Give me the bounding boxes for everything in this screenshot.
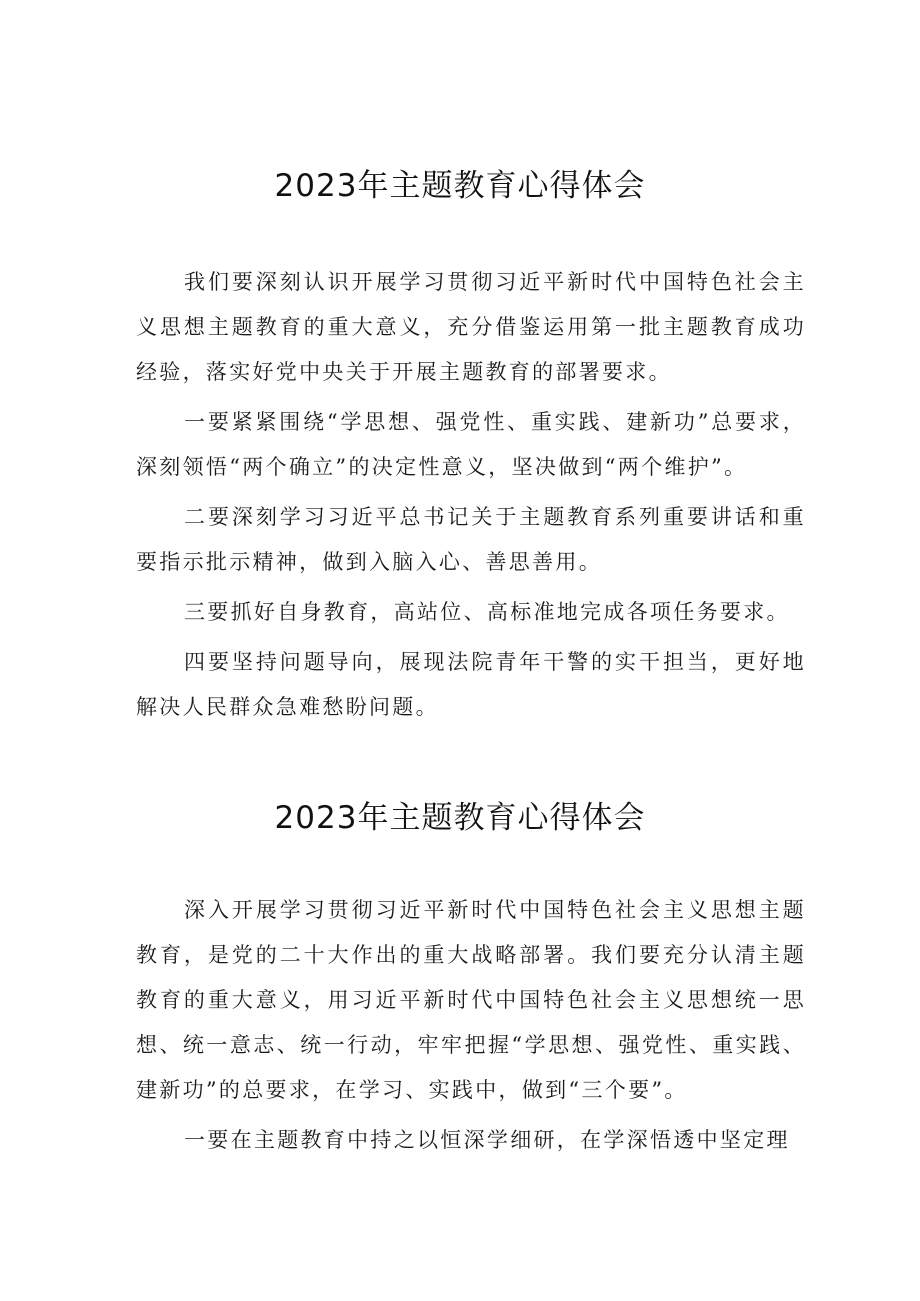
section-1-paragraph-4: 三要抓好自身教育，高站位、高标准地完成各项任务要求。: [184, 600, 790, 624]
section-2-title: 2023年主题教育心得体会: [274, 800, 646, 836]
section-1-paragraph-2: 一要紧紧围绕“学思想、强党性、重实践、建新功”总要求，深刻领悟“两个确立”的决定性意义，坚决做到“两个维护”。: [136, 410, 806, 479]
section-2-body: [136, 888, 806, 1168]
section-1-paragraph-5: 四要坚持问题导向，展现法院青年干警的实干担当，更好地解决人民群众急难愁盼问题。: [136, 650, 806, 719]
section-2-paragraph-1: 深入开展学习贯彻习近平新时代中国特色社会主义思想主题教育，是党的二十大作出的重大战略部署。我们要充分认清主题教育的重大意义，用习近平新时代中国特色社会主义思想统一思想、统一意志、统一行动，牢牢把握“学思想、强党性、重实践、建新功”的总要求，在学习、实践中，做到“三个要”。: [136, 898, 806, 1102]
section-1-body: [136, 260, 806, 735]
section-1-title: 2023年主题教育心得体会: [274, 168, 646, 204]
section-1-paragraph-1: 我们要深刻认识开展学习贯彻习近平新时代中国特色社会主义思想主题教育的重大意义，充分借鉴运用第一批主题教育成功经验，落实好党中央关于开展主题教育的部署要求。: [136, 270, 806, 384]
section-1-paragraph-3: 二要深刻学习习近平总书记关于主题教育系列重要讲话和重要指示批示精神，做到入脑入心、善思善用。: [136, 505, 806, 574]
section-2-paragraph-2: 一要在主题教育中持之以恒深学细研，在学深悟透中坚定理: [184, 1128, 790, 1152]
